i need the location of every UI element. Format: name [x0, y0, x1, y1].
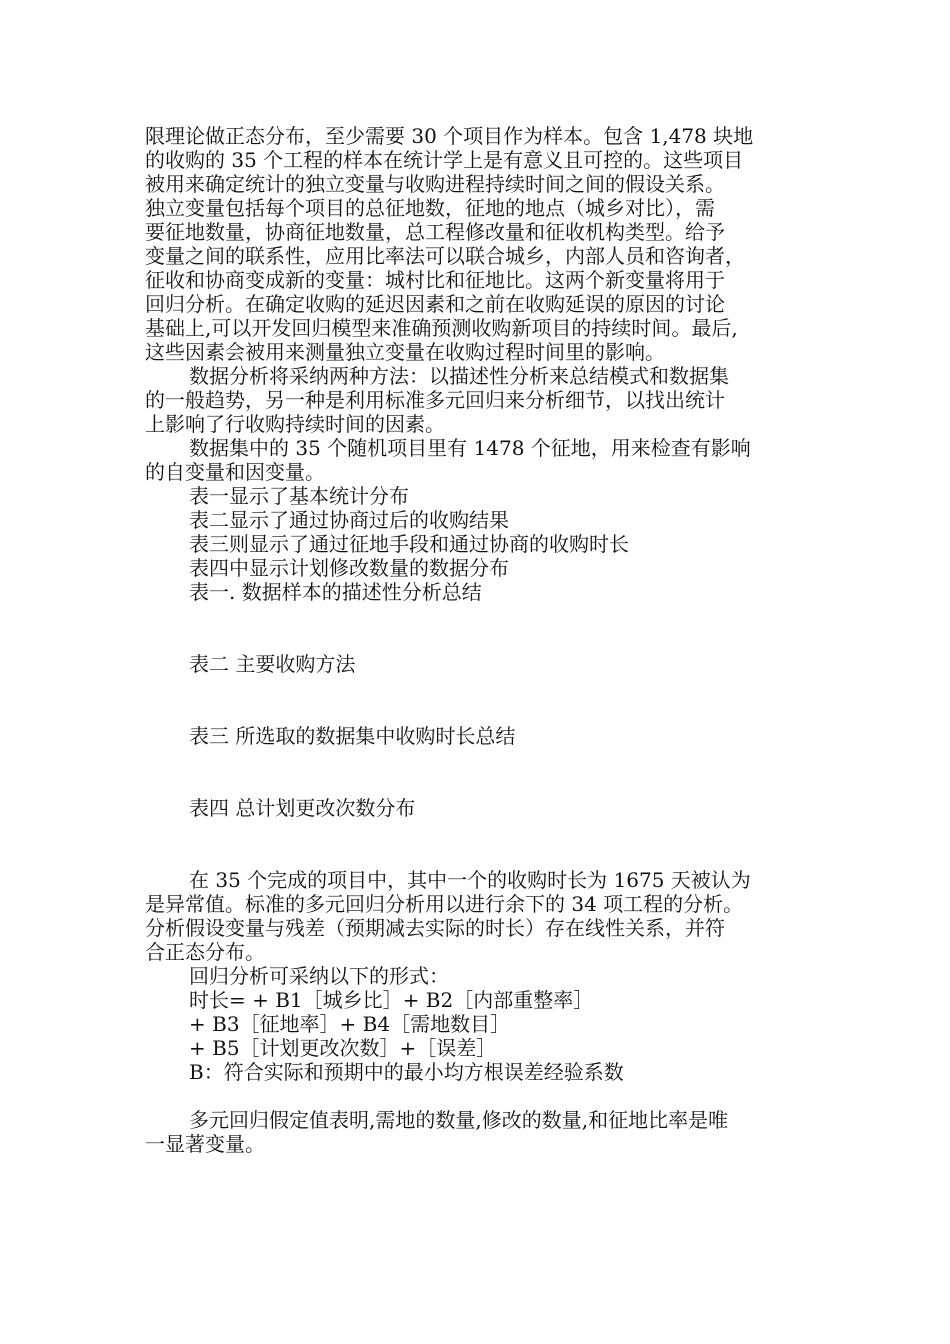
table-title: 表一. 数据样本的描述性分析总结: [189, 580, 482, 604]
body-line: 一显著变量。: [145, 1132, 265, 1156]
regression-line: 回归分析可采纳以下的形式：: [189, 964, 449, 988]
document-text: [145, 124, 810, 1156]
body-line: 多元回归假定值表明,需地的数量,修改的数量,和征地比率是唯: [189, 1108, 729, 1132]
spacer: [145, 820, 810, 844]
table-note: 表一显示了基本统计分布: [189, 484, 409, 508]
table-title: 表二 主要收购方法: [189, 652, 356, 676]
spacer: [145, 844, 810, 868]
body-line: 分析假设变量与残差（预期减去实际的时长）存在线性关系，并符: [145, 916, 725, 940]
spacer: [145, 604, 810, 628]
body-line: 数据集中的 35 个随机项目里有 1478 个征地，用来检查有影响: [189, 436, 751, 460]
body-line: 数据分析将采纳两种方法：以描述性分析来总结模式和数据集: [189, 364, 729, 388]
spacer: [145, 628, 810, 652]
body-line: 回归分析。在确定收购的延迟因素和之前在收购延误的原因的讨论: [145, 292, 725, 316]
body-line: 的一般趋势，另一种是利用标准多元回归来分析细节，以找出统计: [145, 388, 725, 412]
body-line: 征收和协商变成新的变量：城村比和征地比。这两个新变量将用于: [145, 268, 725, 292]
body-line: 是异常值。标准的多元回归分析用以进行余下的 34 项工程的分析。: [145, 892, 744, 916]
table-note: 表二显示了通过协商过后的收购结果: [189, 508, 509, 532]
regression-line: + B5［计划更改次数］+［误差］: [189, 1036, 497, 1060]
table-note: 表三则显示了通过征地手段和通过协商的收购时长: [189, 532, 629, 556]
spacer: [145, 1084, 810, 1108]
body-line: 变量之间的联系性，应用比率法可以联合城乡，内部人员和咨询者，: [145, 244, 745, 268]
body-line: 基础上,可以开发回归模型来准确预测收购新项目的持续时间。最后,: [145, 316, 738, 340]
body-line: 要征地数量，协商征地数量，总工程修改量和征收机构类型。给予: [145, 220, 725, 244]
body-line: 独立变量包括每个项目的总征地数，征地的地点（城乡对比），需: [145, 196, 715, 220]
regression-line: B：符合实际和预期中的最小均方根误差经验系数: [189, 1060, 624, 1084]
table-title: 表四 总计划更改次数分布: [189, 796, 416, 820]
body-line: 在 35 个完成的项目中，其中一个的收购时长为 1675 天被认为: [189, 868, 751, 892]
spacer: [145, 700, 810, 724]
body-line: 的收购的 35 个工程的样本在统计学上是有意义且可控的。这些项目: [145, 148, 744, 172]
body-line: 被用来确定统计的独立变量与收购进程持续时间之间的假设关系。: [145, 172, 725, 196]
regression-line: 时长= + B1［城乡比］+ B2［内部重整率］: [189, 988, 594, 1012]
body-line: 上影响了行收购持续时间的因素。: [145, 412, 445, 436]
regression-line: + B3［征地率］+ B4［需地数目］: [189, 1012, 511, 1036]
body-line: 的自变量和因变量。: [145, 460, 325, 484]
spacer: [145, 772, 810, 796]
spacer: [145, 748, 810, 772]
body-line: 限理论做正态分布，至少需要 30 个项目作为样本。包含 1,478 块地: [145, 124, 754, 148]
table-title: 表三 所选取的数据集中收购时长总结: [189, 724, 516, 748]
body-line: 这些因素会被用来测量独立变量在收购过程时间里的影响。: [145, 340, 665, 364]
body-line: 合正态分布。: [145, 940, 265, 964]
table-note: 表四中显示计划修改数量的数据分布: [189, 556, 509, 580]
spacer: [145, 676, 810, 700]
